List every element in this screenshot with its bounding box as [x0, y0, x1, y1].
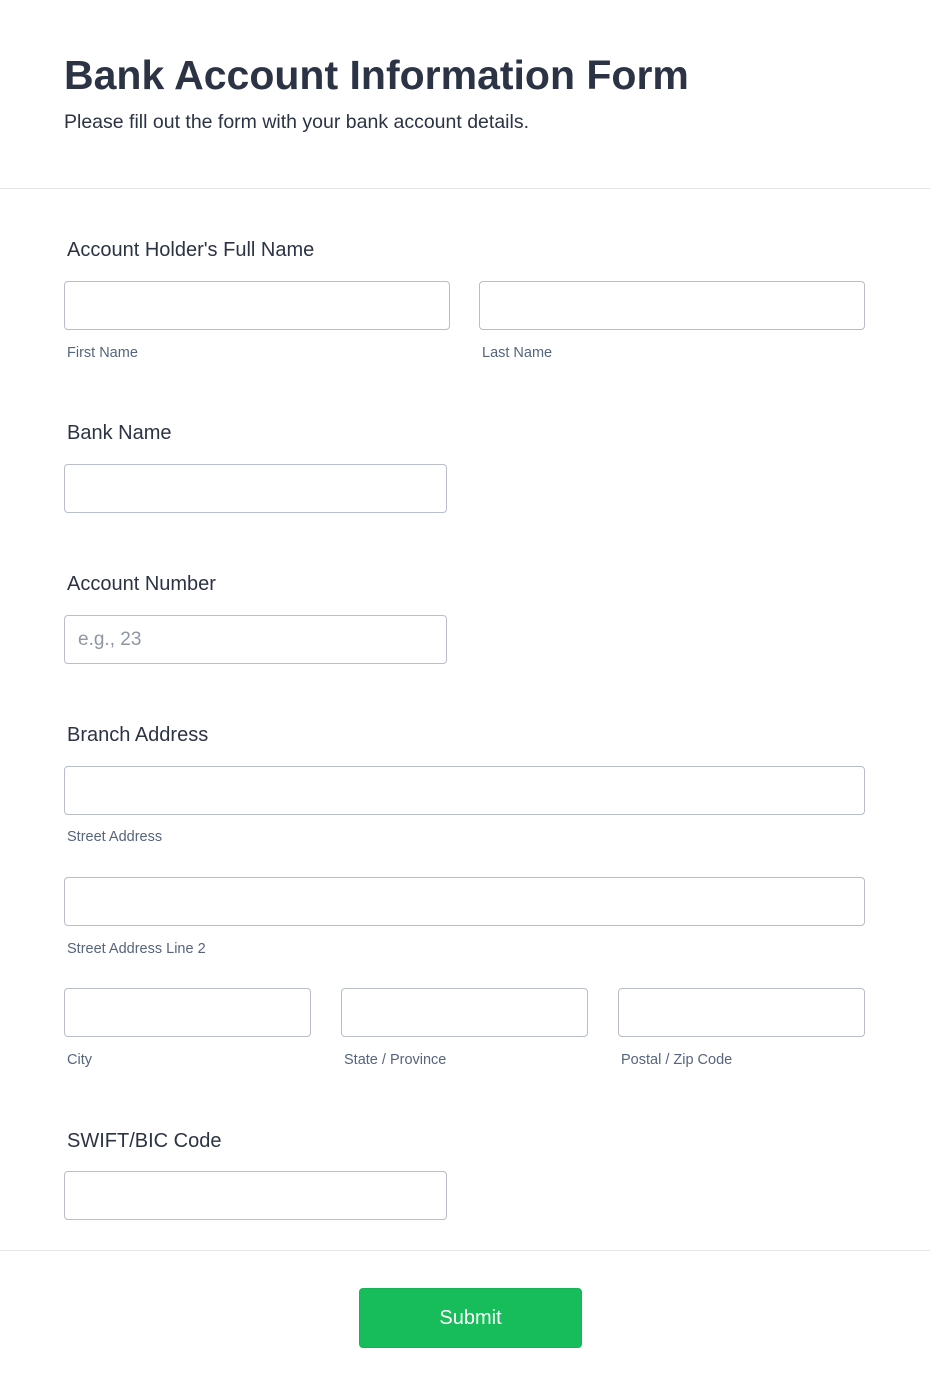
first-name-sublabel: First Name [67, 345, 138, 361]
city-input[interactable] [64, 988, 311, 1037]
state-province-sublabel: State / Province [344, 1052, 447, 1068]
street-address-line2-sublabel: Street Address Line 2 [67, 941, 206, 957]
form-subtitle: Please fill out the form with your bank account details. [64, 111, 529, 133]
footer-divider [0, 1250, 930, 1251]
form-header [0, 0, 930, 189]
bank-name-label: Bank Name [67, 422, 172, 444]
first-name-input[interactable] [64, 281, 450, 330]
account-number-input[interactable] [64, 615, 447, 664]
postal-code-input[interactable] [618, 988, 865, 1037]
bank-name-input[interactable] [64, 464, 447, 513]
swift-code-input[interactable] [64, 1171, 447, 1220]
city-sublabel: City [67, 1052, 92, 1068]
postal-code-sublabel: Postal / Zip Code [621, 1052, 733, 1068]
street-address-sublabel: Street Address [67, 829, 163, 845]
state-province-input[interactable] [341, 988, 588, 1037]
full-name-label: Account Holder's Full Name [67, 239, 315, 261]
last-name-input[interactable] [479, 281, 865, 330]
branch-address-label: Branch Address [67, 724, 209, 746]
form-title: Bank Account Information Form [64, 52, 689, 98]
submit-button[interactable]: Submit [359, 1288, 582, 1348]
last-name-sublabel: Last Name [482, 345, 553, 361]
street-address-input[interactable] [64, 766, 865, 815]
swift-code-label: SWIFT/BIC Code [67, 1130, 222, 1152]
account-number-label: Account Number [67, 573, 216, 595]
street-address-line2-input[interactable] [64, 877, 865, 926]
